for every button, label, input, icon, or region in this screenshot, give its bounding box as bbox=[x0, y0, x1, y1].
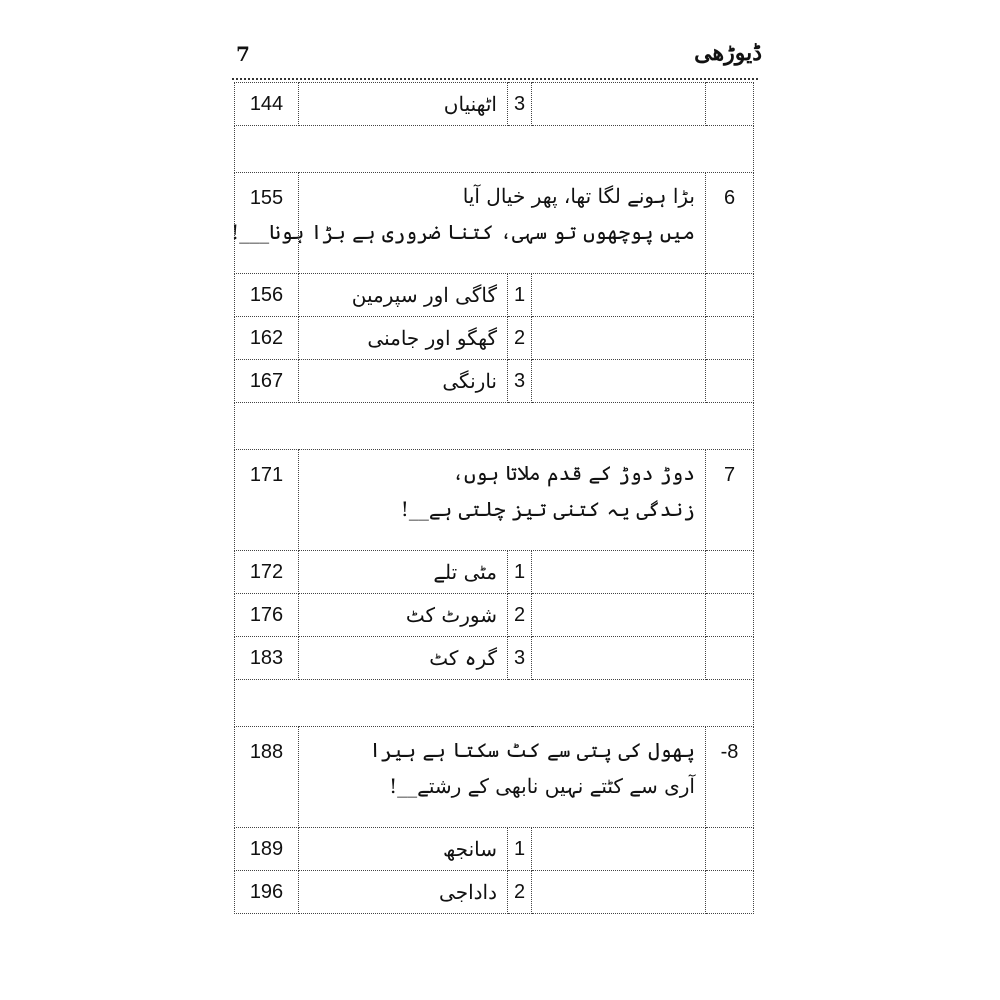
page-number: 7 bbox=[236, 42, 250, 66]
blank-cell bbox=[532, 637, 706, 680]
section-number-cell bbox=[706, 551, 754, 594]
blank-cell bbox=[532, 274, 706, 317]
spacer-row bbox=[235, 403, 754, 450]
table-row bbox=[235, 637, 754, 680]
blank-cell bbox=[532, 83, 706, 126]
contents-table bbox=[231, 82, 754, 914]
page-cell: 156 bbox=[235, 274, 299, 317]
page-cell: 167 bbox=[235, 360, 299, 403]
table-row bbox=[235, 551, 754, 594]
story-title: گرہ کٹ bbox=[299, 637, 508, 680]
story-title: نارنگی bbox=[299, 360, 508, 403]
page-cell: 189 bbox=[235, 828, 299, 871]
story-index: 2 bbox=[508, 594, 532, 637]
story-index: 3 bbox=[508, 637, 532, 680]
page-cell: 196 bbox=[235, 871, 299, 914]
section-number-cell bbox=[706, 83, 754, 126]
spacer-row bbox=[235, 680, 754, 727]
blank-cell bbox=[532, 551, 706, 594]
section-verse bbox=[299, 450, 706, 551]
page-cell: 188 bbox=[235, 727, 299, 828]
page-cell: 172 bbox=[235, 551, 299, 594]
section-number-cell bbox=[706, 637, 754, 680]
story-index: 3 bbox=[508, 83, 532, 126]
section-number-cell bbox=[706, 274, 754, 317]
blank-cell bbox=[532, 360, 706, 403]
page-cell: 176 bbox=[235, 594, 299, 637]
story-index: 1 bbox=[508, 551, 532, 594]
table-row bbox=[235, 594, 754, 637]
table-row bbox=[235, 828, 754, 871]
table-row bbox=[235, 83, 754, 126]
story-index: 2 bbox=[508, 871, 532, 914]
page-cell: 162 bbox=[235, 317, 299, 360]
story-index: 2 bbox=[508, 317, 532, 360]
section-number-cell bbox=[706, 594, 754, 637]
section-number: -8 bbox=[706, 727, 754, 828]
table-row bbox=[235, 317, 754, 360]
section-number: 7 bbox=[706, 450, 754, 551]
table-row bbox=[235, 360, 754, 403]
story-title: مٹی تلے bbox=[299, 551, 508, 594]
story-title: گھگو اور جامنی bbox=[299, 317, 508, 360]
page-cell: 183 bbox=[235, 637, 299, 680]
story-title: سانجھ bbox=[299, 828, 508, 871]
section-row bbox=[235, 450, 754, 551]
section-verse bbox=[299, 727, 706, 828]
page-cell: 155 bbox=[235, 173, 299, 274]
verse-line: دوڑ دوڑ کے قدم ملاتا ہوں، bbox=[452, 461, 695, 485]
spacer-row bbox=[235, 126, 754, 173]
verse-line: آری سے کٹتے نہیں نابھی کے رشتے__! bbox=[389, 774, 695, 798]
header-rule bbox=[232, 78, 758, 80]
story-title: شورٹ کٹ bbox=[299, 594, 508, 637]
section-number-cell bbox=[706, 317, 754, 360]
verse-line: پھول کی پتی سے کٹ سکتا ہے ہیرا bbox=[369, 738, 695, 762]
verse-line: زندگی یہ کتنی تیز چلتی ہے__! bbox=[400, 497, 695, 521]
section-number-cell bbox=[706, 871, 754, 914]
verse-line: بڑا ہونے لگا تھا، پھر خیال آیا bbox=[462, 184, 695, 208]
table-row bbox=[235, 274, 754, 317]
page-cell: 171 bbox=[235, 450, 299, 551]
blank-cell bbox=[532, 828, 706, 871]
section-number-cell bbox=[706, 360, 754, 403]
table-row bbox=[235, 871, 754, 914]
section-number: 6 bbox=[706, 173, 754, 274]
blank-cell bbox=[532, 317, 706, 360]
section-row bbox=[235, 727, 754, 828]
verse-line: میں پوچھوں تو سہی، کتنا ضروری ہے بڑا ہونا___! bbox=[231, 220, 695, 244]
book-title: ڈیوڑھی bbox=[694, 40, 762, 66]
story-index: 3 bbox=[508, 360, 532, 403]
section-row bbox=[235, 173, 754, 274]
blank-cell bbox=[532, 871, 706, 914]
section-number-cell bbox=[706, 828, 754, 871]
blank-cell bbox=[532, 594, 706, 637]
story-index: 1 bbox=[508, 828, 532, 871]
story-title: گاگی اور سپرمین bbox=[299, 274, 508, 317]
story-title: داداجی bbox=[299, 871, 508, 914]
page-cell: 144 bbox=[235, 83, 299, 126]
story-title: اٹھنیاں bbox=[299, 83, 508, 126]
story-index: 1 bbox=[508, 274, 532, 317]
